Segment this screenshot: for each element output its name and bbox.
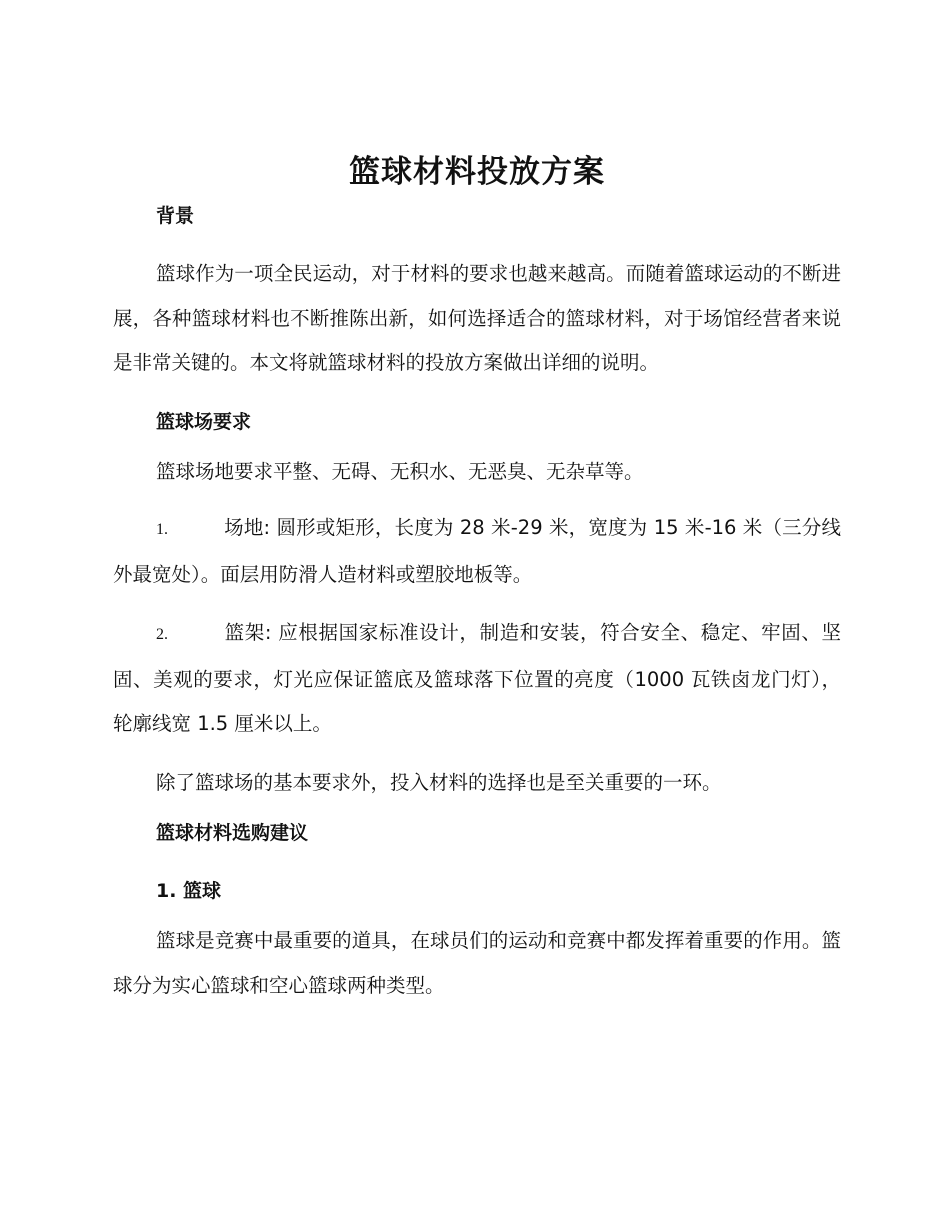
heading-basketball: 1. 篮球 [156,880,222,902]
list-number: 1. [156,521,168,538]
list-item-court [113,506,841,597]
heading-purchase-advice: 篮球材料选购建议 [156,822,309,844]
list-item-hoop [113,611,841,747]
paragraph-court-outro: 除了篮球场的基本要求外，投入材料的选择也是至关重要的一环。 [156,770,722,794]
heading-court-requirements: 篮球场要求 [156,410,252,433]
document-page [113,148,841,1008]
paragraph-court-intro: 篮球场地要求平整、无碍、无积水、无恶臭、无杂草等。 [156,459,644,483]
paragraph-basketball: 篮球是竞赛中最重要的道具，在球员们的运动和竞赛中都发挥着重要的作用。篮球分为实心篮球和空心篮球两种类型。 [113,929,841,997]
list-item-text: 场地: 圆形或矩形，长度为 28 米-29 米，宽度为 15 米-16 米（三分线外最宽处）。面层用防滑人造材料或塑胶地板等。 [113,516,841,586]
list-number: 2. [156,626,168,643]
document-title: 篮球材料投放方案 [349,154,605,190]
list-item-text: 篮架: 应根据国家标准设计，制造和安装，符合安全、稳定、牢固、坚固、美观的要求，灯光应保证篮底及篮球落下位置的亮度（1000 瓦铁卤龙门灯），轮廓线宽 1.5 厘米以上。 [113,621,841,735]
heading-background: 背景 [156,205,195,227]
paragraph-background: 篮球作为一项全民运动，对于材料的要求也越来越高。而随着篮球运动的不断进展，各种篮球材料也不断推陈出新，如何选择适合的篮球材料，对于场馆经营者来说是非常关键的。本文将就篮球材料的投放方案做出详细的说明。 [113,262,841,374]
